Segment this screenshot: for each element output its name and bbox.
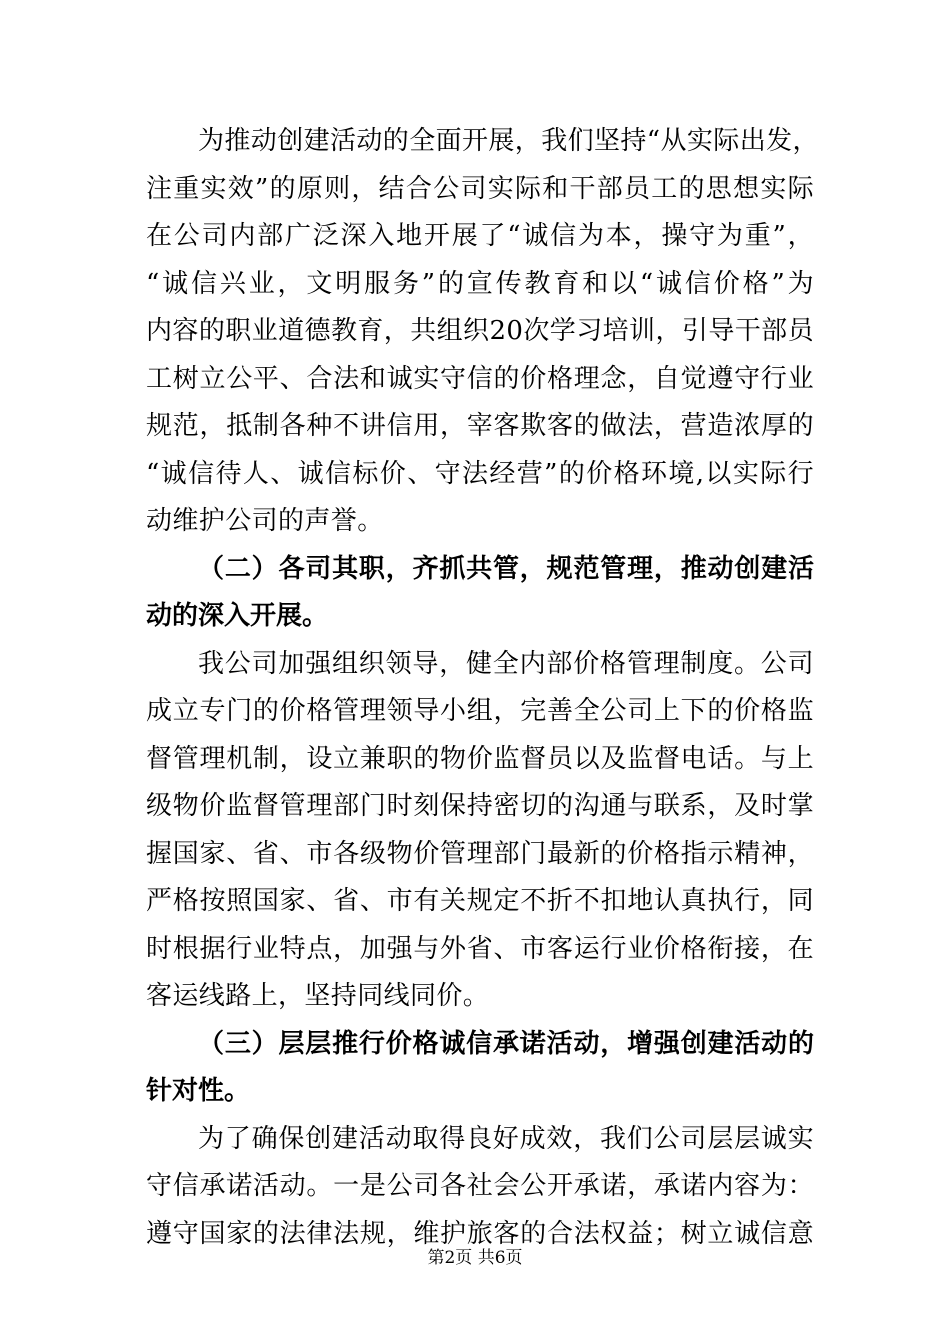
section-heading-2-line-1: （二）各司其职，齐抓共管，规范管理，推动创建活 xyxy=(198,553,814,584)
section-heading-2-line-2: 动的深入开展。 xyxy=(146,601,329,631)
page-number-footer: 第2页 共6页 xyxy=(427,1248,523,1268)
paragraph-2-line-8: 客运线路上，坚持同线同价。 xyxy=(146,981,490,1011)
paragraph-1-line-7: 规范，抵制各种不讲信用，宰客欺客的做法，营造浓厚的 xyxy=(146,411,814,441)
paragraph-1-line-8: “诚信待人、诚信标价、守法经营”的价格环境,以实际行 xyxy=(146,458,814,489)
paragraph-2-line-1: 我公司加强组织领导，健全内部价格管理制度。公司 xyxy=(198,648,814,679)
section-heading-3-line-1: （三）层层推行价格诚信承诺活动，增强创建活动的 xyxy=(198,1028,814,1059)
paragraph-2-line-2: 成立专门的价格管理领导小组，完善全公司上下的价格监 xyxy=(146,696,814,726)
paragraph-1-line-5: 内容的职业道德教育，共组织20次学习培训，引导干部员 xyxy=(146,316,814,346)
section-heading-3-line-2: 针对性。 xyxy=(146,1076,251,1106)
paragraph-3-line-3: 遵守国家的法律法规，维护旅客的合法权益；树立诚信意 xyxy=(146,1218,814,1249)
paragraph-2-line-5: 握国家、省、市各级物价管理部门最新的价格指示精神， xyxy=(146,838,814,869)
document-page xyxy=(146,118,819,1258)
paragraph-2-line-7: 时根据行业特点，加强与外省、市客运行业价格衔接，在 xyxy=(146,933,814,964)
paragraph-3-line-2: 守信承诺活动。一是公司各社会公开承诺，承诺内容为： xyxy=(146,1171,814,1201)
paragraph-1-line-4: “诚信兴业，文明服务”的宣传教育和以“诚信价格”为 xyxy=(146,268,814,299)
paragraph-2-line-4: 级物价监督管理部门时刻保持密切的沟通与联系，及时掌 xyxy=(146,791,814,821)
paragraph-1-line-2: 注重实效”的原则，结合公司实际和干部员工的思想实际 xyxy=(146,173,814,204)
paragraph-1-line-1: 为推动创建活动的全面开展，我们坚持“从实际出发， xyxy=(198,126,819,156)
paragraph-3-line-1: 为了确保创建活动取得良好成效，我们公司层层诚实 xyxy=(198,1123,814,1154)
paragraph-1-line-6: 工树立公平、合法和诚实守信的价格理念，自觉遵守行业 xyxy=(146,363,814,394)
paragraph-1-line-9: 动维护公司的声誉。 xyxy=(146,506,384,536)
paragraph-2-line-3: 督管理机制，设立兼职的物价监督员以及监督电话。与上 xyxy=(146,743,814,774)
paragraph-1-line-3: 在公司内部广泛深入地开展了“诚信为本，操守为重”， xyxy=(146,221,814,251)
paragraph-2-line-6: 严格按照国家、省、市有关规定不折不扣地认真执行，同 xyxy=(146,886,814,916)
